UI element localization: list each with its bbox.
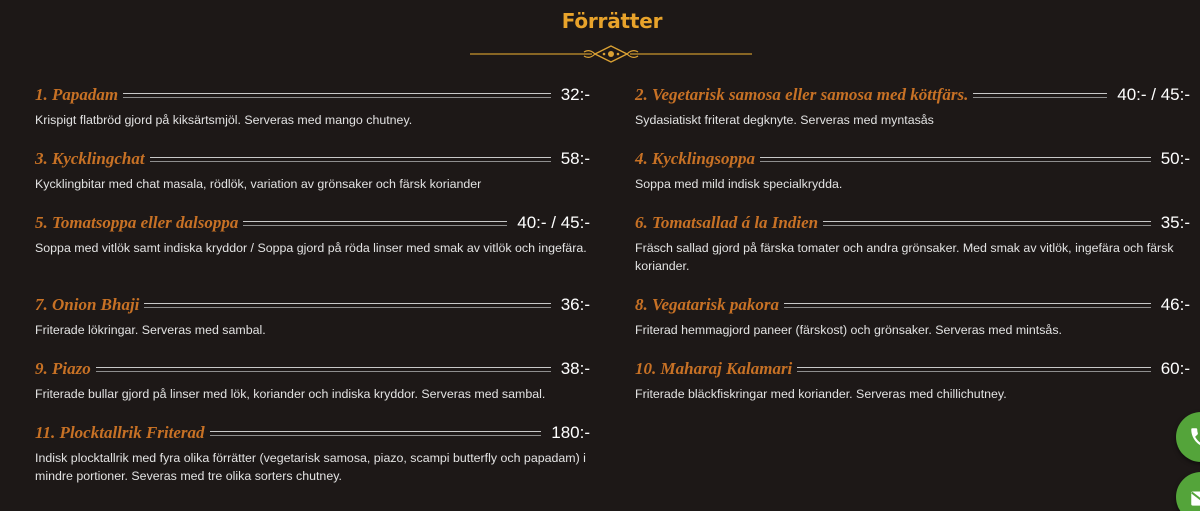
menu-item [35,85,590,129]
section-title: Förrätter [561,9,663,33]
mail-button[interactable] [1176,472,1200,511]
phone-icon [1188,425,1200,451]
menu-item-price: 40:- / 45:- [1117,85,1190,104]
menu-item-description: Friterade bläckfiskringar med koriander. Serveras med chillichutney. [635,387,1007,401]
dotted-leader [96,367,551,372]
menu-item-description: Friterad hemmagjord paneer (färskost) och grönsaker. Serveras med mintsås. [635,323,1062,337]
dotted-leader [144,303,550,308]
dotted-leader [784,303,1151,308]
menu-item-name: 1. Papadam [35,85,119,104]
menu-item [635,149,1190,193]
menu-item-name: 11. Plocktallrik Friterad [35,423,205,442]
menu-item-price: 38:- [560,359,590,378]
menu-item-name: 7. Onion Bhaji [35,295,140,314]
menu-item-price: 180:- [551,423,590,442]
phone-button[interactable] [1176,412,1200,462]
menu-item-description: Indisk plocktallrik med fyra olika förrätter (vegetarisk samosa, piazo, scampi butterfly och papadam) i mindre portioner. Severas med tre olika sorters chutney. [35,451,586,483]
menu-item-name: 8. Vegatarisk pakora [635,295,780,314]
menu-item-name: 6. Tomatsallad á la Indien [635,213,819,232]
dotted-leader [150,157,551,162]
dotted-leader [243,221,507,226]
menu-item-price: 58:- [560,149,590,168]
menu-item [35,359,590,403]
menu-item-price: 36:- [560,295,590,314]
menu-item [35,149,590,193]
menu-item-description: Fräsch sallad gjord på färska tomater och andra grönsaker. Med smak av vitlök, ingefära och färsk koriander. [635,241,1174,273]
menu-item-price: 50:- [1160,149,1190,168]
mail-icon [1188,485,1200,511]
divider-ornament-icon [470,43,752,65]
menu-item-description: Friterade lökringar. Serveras med sambal. [35,323,266,337]
menu-item-name: 9. Piazo [35,359,91,378]
dotted-leader [760,157,1151,162]
dotted-leader [823,221,1151,226]
menu-item [35,423,590,485]
menu-item-name: 4. Kycklingsoppa [635,149,755,168]
menu-item-description: Kycklingbitar med chat masala, rödlök, variation av grönsaker och färsk koriander [35,177,482,191]
menu-item [35,295,590,339]
dotted-leader [210,431,542,436]
menu-item-description: Sydasiatiskt friterat degknyte. Serveras med myntasås [635,113,934,127]
menu-item-description: Friterade bullar gjord på linser med lök, koriander och indiska kryddor. Serveras med sambal. [35,387,546,401]
menu-item [635,295,1190,339]
menu-item-price: 46:- [1160,295,1190,314]
menu-item-price: 40:- / 45:- [517,213,590,232]
menu-item-price: 60:- [1160,359,1190,378]
menu-item-price: 35:- [1160,213,1190,232]
menu-item [635,359,1190,403]
dotted-leader [973,93,1107,98]
menu-item-name: 5. Tomatsoppa eller dalsoppa [35,213,239,232]
menu-item-name: 3. Kycklingchat [35,149,145,168]
menu-item-description: Soppa med vitlök samt indiska kryddor / Soppa gjord på röda linser med smak av vitlök och ingefära. [35,241,587,255]
menu-item-description: Krispigt flatbröd gjord på kiksärtsmjöl. Serveras med mango chutney. [35,113,413,127]
dotted-leader [123,93,551,98]
menu-item-description: Soppa med mild indisk specialkrydda. [635,177,843,191]
menu-item-name: 2. Vegetarisk samosa eller samosa med köttfärs. [635,85,969,104]
menu-item [635,85,1190,129]
menu-item-price: 32:- [560,85,590,104]
menu-item-name: 10. Maharaj Kalamari [635,359,793,378]
dotted-leader [797,367,1150,372]
menu-item [35,213,590,257]
menu-item [635,213,1190,275]
